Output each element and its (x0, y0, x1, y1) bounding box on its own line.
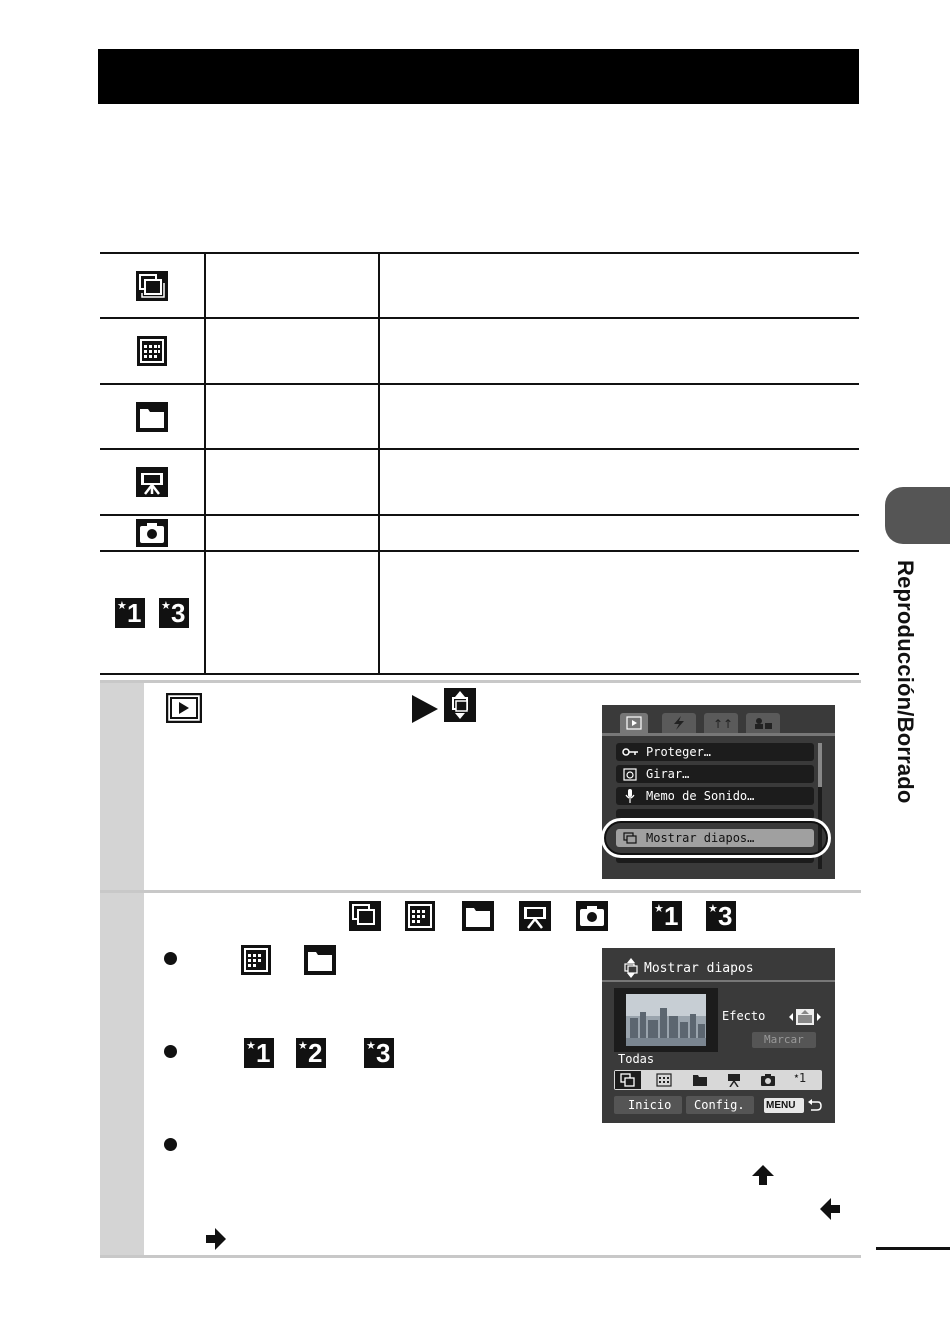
slideshow-settings-screen (602, 948, 835, 1123)
start-button[interactable]: Inicio (614, 1096, 682, 1114)
menu-item-sound-memo[interactable]: Memo de Sonido… (616, 787, 814, 805)
menu-item-slideshow[interactable]: Mostrar diapos… (616, 829, 814, 847)
slideshow-icon (622, 958, 640, 978)
table-row (100, 514, 859, 550)
effect-label: Efecto (722, 1009, 766, 1023)
step-1 (100, 680, 861, 890)
page-number-rule (876, 1247, 950, 1250)
step-gutter (100, 893, 144, 1255)
star-three-icon: ★ 3 (706, 901, 736, 931)
slideshow-icon (444, 688, 476, 722)
calendar-icon (137, 336, 167, 366)
star-three-icon: ★ 3 (364, 1038, 394, 1068)
calendar-icon[interactable] (656, 1073, 672, 1087)
bullet (164, 1045, 177, 1058)
star-one-icon[interactable]: ★1 (794, 1071, 807, 1085)
arrow-up-icon (752, 1165, 774, 1185)
folder-icon (304, 945, 336, 975)
camera-icon[interactable] (760, 1073, 776, 1087)
rotate-icon (622, 767, 638, 781)
camera-icon (576, 901, 608, 931)
chapter-tab (885, 487, 950, 544)
folder-icon[interactable] (692, 1073, 708, 1087)
arrow-right-icon (412, 695, 438, 723)
thumbnail-frame (614, 988, 718, 1052)
menu-button[interactable]: MENU (764, 1098, 804, 1113)
tab-playback[interactable] (620, 713, 648, 733)
bullet (164, 952, 177, 965)
tab-my-camera[interactable] (746, 713, 780, 733)
star-one-icon: ★ 1 (115, 598, 145, 628)
bottom-rule (100, 1255, 861, 1258)
table-row (100, 448, 859, 514)
return-icon (807, 1098, 823, 1113)
menu-item-rotate[interactable]: Girar… (616, 765, 814, 783)
microphone-icon (622, 789, 638, 803)
calendar-icon (241, 945, 271, 975)
config-button[interactable]: Config. (686, 1096, 754, 1114)
mark-button[interactable]: Marcar (752, 1032, 816, 1048)
star-three-icon: ★ 3 (159, 598, 189, 628)
step-2 (100, 890, 861, 1255)
svg-text:↑↑: ↑↑ (713, 717, 734, 731)
menu-item-protect[interactable]: Proteger… (616, 743, 814, 761)
chapter-label: Reproducción/Borrado (893, 560, 918, 804)
table-row (100, 550, 859, 673)
folder-icon (462, 901, 494, 931)
camera-menu-screen (602, 705, 835, 879)
movie-icon (136, 467, 168, 497)
key-icon (622, 745, 638, 759)
arrow-right-icon (206, 1228, 226, 1250)
star-one-icon: ★ 1 (652, 901, 682, 931)
camera-icon (136, 519, 168, 547)
all-images-icon[interactable] (620, 1073, 636, 1087)
bullet (164, 1138, 177, 1151)
arrow-left-icon (820, 1198, 840, 1220)
table-row (100, 317, 859, 383)
selection-label: Todas (618, 1052, 655, 1066)
table-row (100, 383, 859, 448)
city-thumbnail (626, 994, 706, 1046)
movie-icon (519, 901, 551, 931)
playback-icon (166, 693, 202, 723)
all-images-icon (136, 271, 168, 301)
tab-print[interactable] (662, 713, 696, 733)
star-two-icon: ★ 2 (296, 1038, 326, 1068)
screen-title: Mostrar diapos (644, 961, 754, 976)
all-images-icon (349, 901, 381, 931)
star-one-icon: ★ 1 (244, 1038, 274, 1068)
step-gutter (100, 683, 144, 890)
movie-icon[interactable] (726, 1073, 742, 1087)
type-selector[interactable] (614, 1070, 822, 1090)
section-header-bar (98, 49, 859, 104)
folder-icon (136, 402, 168, 432)
table-row (100, 252, 859, 317)
calendar-icon (405, 901, 435, 931)
effect-selector[interactable] (788, 1006, 822, 1028)
tab-settings[interactable] (704, 713, 738, 733)
